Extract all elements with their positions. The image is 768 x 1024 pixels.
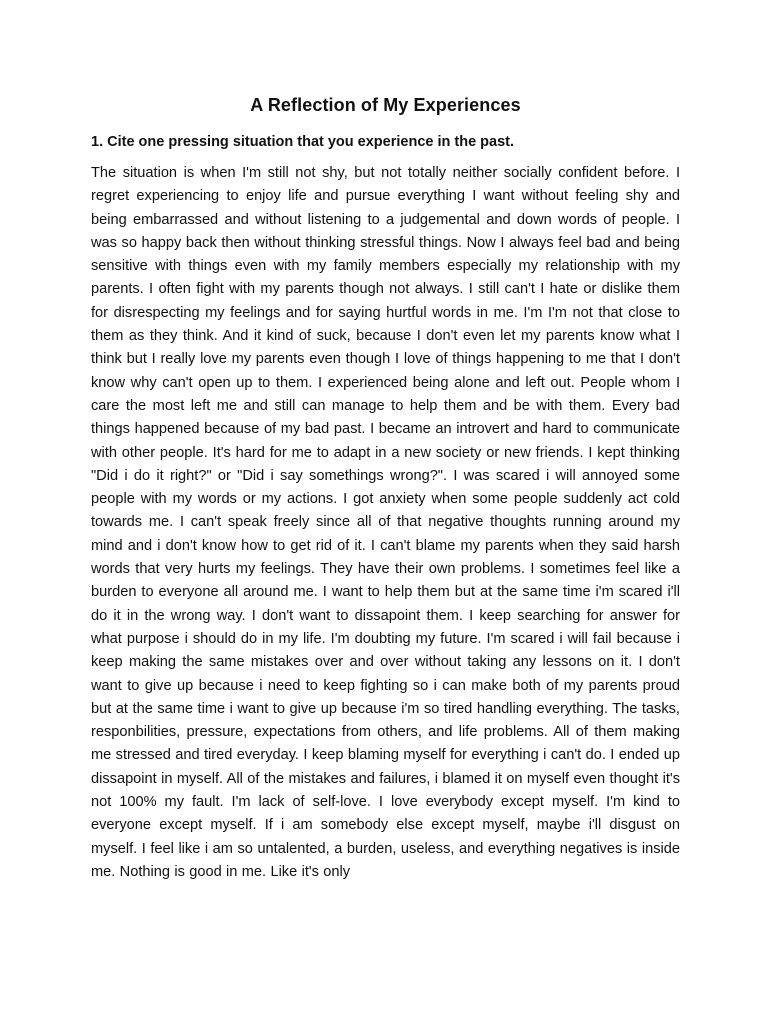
document-title: A Reflection of My Experiences <box>250 95 521 115</box>
question-heading: 1. Cite one pressing situation that you experience in the past. <box>91 134 515 150</box>
body-paragraph: The situation is when I'm still not shy, but not totally neither socially confident before. I regret experiencing to enjoy life and pursue everything I want without feeling shy and being embarrassed and without listening to a judgemental and down words of people. I was so happy back then without thinking stressful things. Now I always feel bad and being sensitive with things even with my family members especially my relationship with my parents. I often fight with my parents though not always. I still can't I hate or dislike them for disrespecting my feelings and for saying hurtful words in me. I'm I'm not that close to them as they think. And it kind of suck, because I don't even let my parents know what I think but I really love my parents even though I love of things happening to me that I don't know why can't open up to them. I experienced being alone and left out. People whom I care the most left me and still can manage to help them and be with them. Every bad things happened because of my bad past. I became an introvert and hard to communicate with other people. It's hard for me to adapt in a new society or new friends. I kept thinking "Did i do it right?" or "Did i say somethings wrong?". I was scared i will annoyed some people with my words or my actions. I got anxiety when some people suddenly act cold towards me. I can't speak freely since all of that negative thoughts running around my mind and i don't know how to get rid of it. I can't blame my parents when they said harsh words that very hurts my feelings. They have their own problems. I sometimes feel like a burden to everyone all around me. I want to help them but at the same time i'm scared i'll do it in the wrong way. I don't want to dissapoint them. I keep searching for answer for what purpose i should do in my life. I'm doubting my future. I'm scared i will fail because i keep making the same mistakes over and over without taking any lessons on it. I don't want to give up because i need to keep fighting so i can make both of my parents proud but at the same time i want to give up because i'm so tired handling everything. The tasks, responbilities, pressure, expectations from others, and life problems. All of them making me stressed and tired everyday. I keep blaming myself for everything i can't do. I ended up dissapoint in myself. All of the mistakes and failures, i blamed it on myself even thought it's not 100% my fault. I'm lack of self-love. I love everybody except myself. I'm kind to everyone except myself. If i am somebody else except myself, maybe i'll disgust on myself. I feel like i am so untalented, a burden, useless, and everything negatives is inside me. Nothing is good in me. Like it's only <box>91 165 680 880</box>
